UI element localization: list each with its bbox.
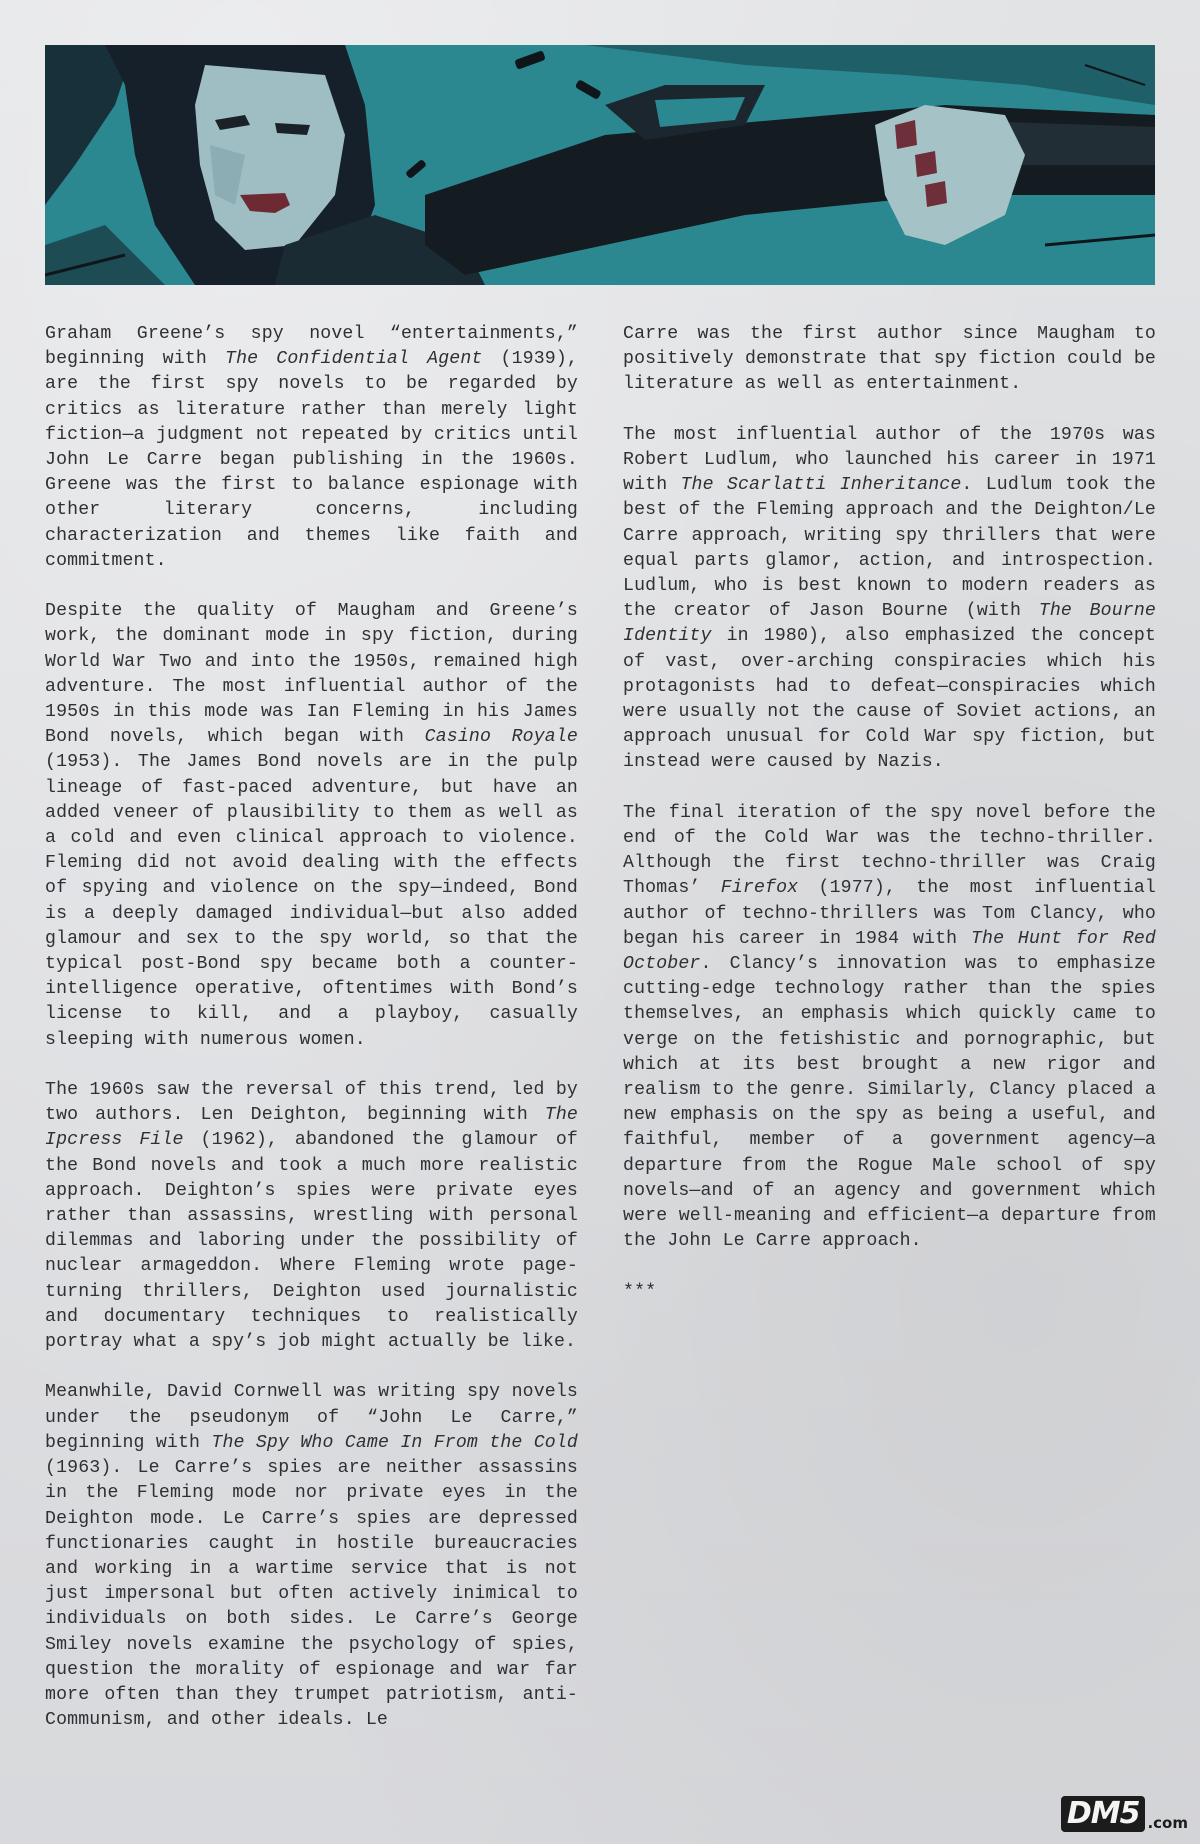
- paragraph-5: Carre was the first author since Maugham to positively demonstrate that spy fiction could be literature as well as entertainment.: [623, 324, 1156, 395]
- book-title: The Bourne Identity: [623, 601, 1156, 647]
- book-title: The Spy Who Came In From the Cold: [211, 1432, 578, 1453]
- paragraph-7: The final iteration of the spy novel before the end of the Cold War was the techno-thriller. Although the first techno-thriller was Craig Thomas’ Firefox (1977), the most influential author of techno-thrillers was Tom Clancy, who began his career in 1984 with The Hunt for Red October. Clancy’s innovation was to emphasize cutting-edge technology rather than the spies themselves, an emphasis which quickly came to verge on the fetishistic and pornographic, but which at its best brought a new rigor and realism to the genre. Similarly, Clancy placed a new emphasis on the spy as being a useful, and faithful, member of a government agency—a departure from the Rogue Male school of spy novels—and of an agency and government which were well-meaning and efficient—a departure from the John Le Carre approach.: [623, 802, 1156, 1252]
- watermark-domain: .com: [1147, 1814, 1188, 1832]
- section-separator: ***: [623, 1281, 657, 1302]
- paragraph-4: Meanwhile, David Cornwell was writing spy novels under the pseudonym of “John Le Carre,” beginning with The Spy Who Came In From the Cold (1963). Le Carre’s spies are neither assassins in the Fleming mode nor private eyes in the Deighton mode. Le Carre’s spies are depressed functionaries caught in hostile bureaucracies and working in a wartime service that is not just impersonal but often actively inimical to individuals on both sides. Le Carre’s George Smiley novels examine the psychology of spies, question the morality of espionage and war far more often than they trumpet patriotism, anti-Communism, and other ideals. Le: [45, 1382, 578, 1731]
- woman-with-rifle-illustration-icon: [45, 45, 1155, 285]
- paragraph-3: The 1960s saw the reversal of this trend, led by two authors. Len Deighton, beginning with The Ipcress File (1962), abandoned the glamour of the Bond novels and took a much more realistic approach. Deighton’s spies were private eyes rather than assassins, wrestling with personal dilemmas and laboring under the possibility of nuclear armageddon. Where Fleming wrote page-turning thrillers, Deighton used journalistic and documentary techniques to realistically portray what a spy’s job might actually be like.: [45, 1080, 578, 1353]
- paragraph-1: Graham Greene’s spy novel “entertainments,” beginning with The Confidential Agent (1939), are the first spy novels to be regarded by critics as literature rather than merely light fiction—a judgment not repeated by critics until John Le Carre began publishing in the 1960s. Greene was the first to balance espionage with other literary concerns, including characterization and themes like faith and commitment.: [45, 324, 579, 571]
- book-title: The Ipcress File: [45, 1105, 578, 1151]
- book-title: The Confidential Agent: [225, 349, 483, 370]
- watermark-logo: DM5: [1061, 1796, 1146, 1832]
- article-column-right: [623, 322, 1156, 1330]
- book-title: The Hunt for Red October: [623, 928, 1156, 975]
- book-title: Casino Royale: [424, 727, 578, 748]
- paragraph-6: The most influential author of the 1970s was Robert Ludlum, who launched his career in 1971 with The Scarlatti Inheritance. Ludlum took the best of the Fleming approach and the Deighton/Le Carre approach, writing spy thrillers that were equal parts glamor, action, and introspection. Ludlum, who is best known to modern readers as the creator of Jason Bourne (with The Bourne Identity in 1980), also emphasized the concept of vast, over-arching conspiracies which his protagonists had to defeat—conspiracies which were usually not the cause of Soviet actions, an approach unusual for Cold War spy fiction, but instead were caused by Nazis.: [623, 424, 1156, 773]
- paragraph-2: Despite the quality of Maugham and Greene’s work, the dominant mode in spy fiction, during World War Two and into the 1950s, remained high adventure. The most influential author of the 1950s in this mode was Ian Fleming in his James Bond novels, which began with Casino Royale (1953). The James Bond novels are in the pulp lineage of fast-paced adventure, but have an added veneer of plausibility to them as well as a cold and even clinical approach to violence. Fleming did not avoid dealing with the effects of spying and violence on the spy—indeed, Bond is a deeply damaged individual—but also added glamour and sex to the spy world, so that the typical post-Bond spy became both a counter-intelligence operative, oftentimes with Bond’s license to kill, and a playboy, casually sleeping with numerous women.: [45, 601, 578, 1050]
- article-column-left: [45, 322, 578, 1759]
- header-illustration: [45, 45, 1155, 285]
- book-title: Firefox: [720, 878, 799, 899]
- book-title: The Scarlatti Inheritance: [680, 475, 962, 496]
- site-watermark: [1061, 1796, 1188, 1832]
